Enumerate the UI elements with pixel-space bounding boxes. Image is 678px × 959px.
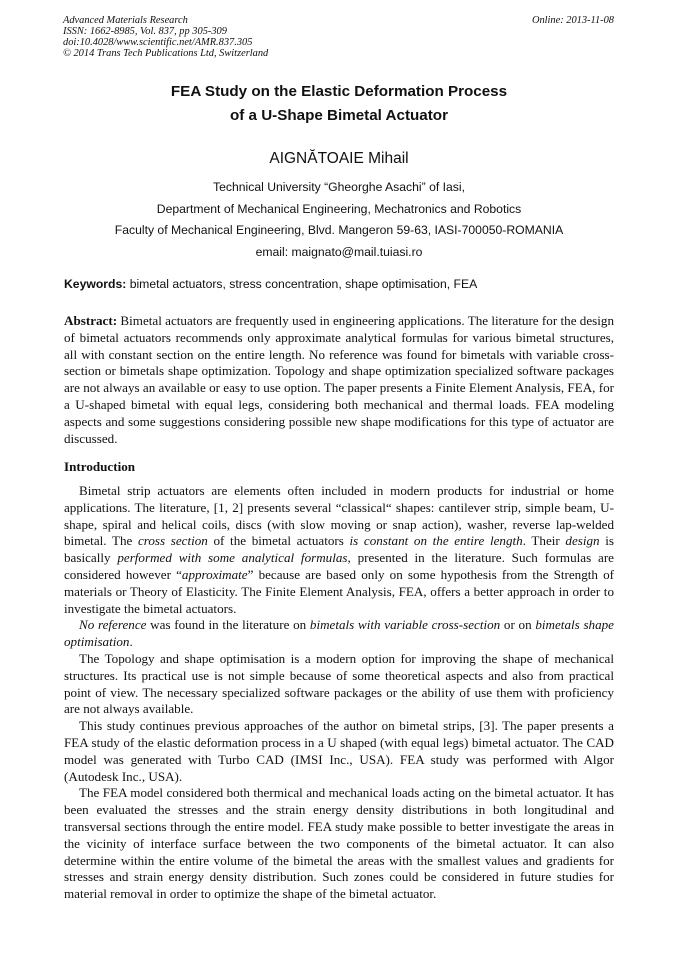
paragraph (64, 651, 614, 718)
keywords-text: bimetal actuators, stress concentration, shape optimisation, FEA (126, 277, 478, 291)
paragraph-text: . Their (522, 533, 566, 549)
paragraph-text: Bimetal strip actuators are elements often included in modern products for industrial or home applications. The literature, [1, 2] presents several “classical“ shapes: cantilever strip, simple beam, U-shape, spiral and helical coils, discs (with slow moving or snap action), washer, reverse lap-welded bimetal. The (64, 483, 614, 549)
paragraph-text: ” because are based only on some hypothesis from the Strength of materials or Theory of Elasticity. The Finite Element Analysis, FEA, offers a better approach in order to investigate the bimetal actuators. (64, 566, 614, 616)
paragraph-text: is basically (64, 533, 614, 566)
emphasis-text: design (565, 533, 600, 549)
doi: doi:10.4028/www.scientific.net/AMR.837.305 (63, 37, 253, 48)
paragraph-text: of the bimetal actuators (207, 533, 350, 549)
affiliation-university: Technical University “Gheorghe Asachi” of Iasi, (213, 180, 465, 194)
abstract-text: Bimetal actuators are frequently used in engineering applications. The literature for the design of bimetal actuators recommends only approximate analytical formulas for various bimetal structures, all with constant section on the entire length. No reference was found for bimetals with variable cross-section or bimetals shape optimization. Topology and shape optimization specialized software packages are not always an available or easy to use option. The paper presents a Finite Element Analysis, FEA, for a U-shaped bimetal with equal legs, considering both mechanical and thermal loads. FEA modeling aspects and some suggestions considering possible new shape modifications for this type of actuator are discussed. (64, 313, 614, 446)
title-line-1: FEA Study on the Elastic Deformation Process (170, 83, 508, 100)
abstract-label: Abstract: (64, 313, 118, 328)
paragraph-text: This study continues previous approaches of the author on bimetal strips, [3]. The paper presents a FEA study of the elastic deformation process in a U shaped (with equal legs) bimetal actuator. The CAD model was generated with Turbo CAD (IMSI Inc., USA). FEA study was performed with Algor (Autodesk Inc., USA). (64, 718, 614, 784)
paragraph (64, 718, 614, 785)
paragraph-text: or on (500, 617, 536, 633)
paragraph (64, 617, 614, 651)
affiliation-faculty: Faculty of Mechanical Engineering, Blvd. Mangeron 59-63, IASI-700050-ROMANIA (114, 223, 564, 237)
emphasis-text: bimetals shape optimisation (64, 617, 614, 650)
emphasis-text: bimetals with variable cross-section (309, 617, 501, 633)
affiliation (0, 177, 678, 263)
issn: ISSN: 1662-8985, Vol. 837, pp 305-309 (63, 26, 227, 37)
author: AIGNĂTOAIE Mihail (269, 150, 409, 167)
abstract (64, 313, 614, 447)
section-heading-introduction: Introduction (64, 459, 136, 474)
title-line-2: of a U-Shape Bimetal Actuator (229, 107, 448, 124)
paragraph-text: The FEA model considered both thermical and mechanical loads acting on the bimetal actuator. It has been evaluated the stresses and the strain energy density distributions in both longitudinal and transversal sections through the entire model. FEA study make possible to better investigate the areas in the vicinity of interface surface between the two components of the bimetal actuator. It can also determine within the entire volume of the bimetal the areas with the smallest values and gradients for stresses and strain energy density distribution. Such zones could be considered in future studies for material removal in order to optimize the shape of the bimetal actuator. (64, 785, 614, 902)
paragraph (64, 785, 614, 903)
copyright: © 2014 Trans Tech Publications Ltd, Switzerland (63, 48, 269, 59)
emphasis-text: performed with some analytical formulas (117, 550, 348, 566)
journal-header (63, 15, 268, 59)
keywords (64, 277, 477, 291)
emphasis-text: is constant on the entire length (349, 533, 523, 549)
paragraph-text: . (129, 634, 133, 650)
paper-title (0, 80, 678, 128)
journal-name: Advanced Materials Research (63, 15, 188, 26)
paragraph-text: , presented in the literature. Such formulas are considered however “ (64, 550, 614, 582)
paragraph-text: was found in the literature on (146, 617, 310, 633)
affiliation-email: email: maignato@mail.tuiasi.ro (255, 244, 423, 259)
affiliation-department: Department of Mechanical Engineering, Mechatronics and Robotics (156, 201, 522, 216)
paragraph (64, 483, 614, 617)
keywords-label: Keywords: (64, 277, 127, 291)
introduction-body (64, 483, 614, 903)
paragraph-text: The Topology and shape optimisation is a modern option for improving the shape of mechanical structures. Its practical use is not simple because of some theoretical aspects and also from practical point of view. The necessary specialized software packages or the ability of use them with proficiency are not always available. (64, 650, 614, 717)
emphasis-text: No reference (79, 617, 147, 633)
emphasis-text: approximate (181, 566, 248, 582)
online-date: Online: 2013-11-08 (531, 15, 614, 26)
emphasis-text: cross section (137, 533, 208, 549)
